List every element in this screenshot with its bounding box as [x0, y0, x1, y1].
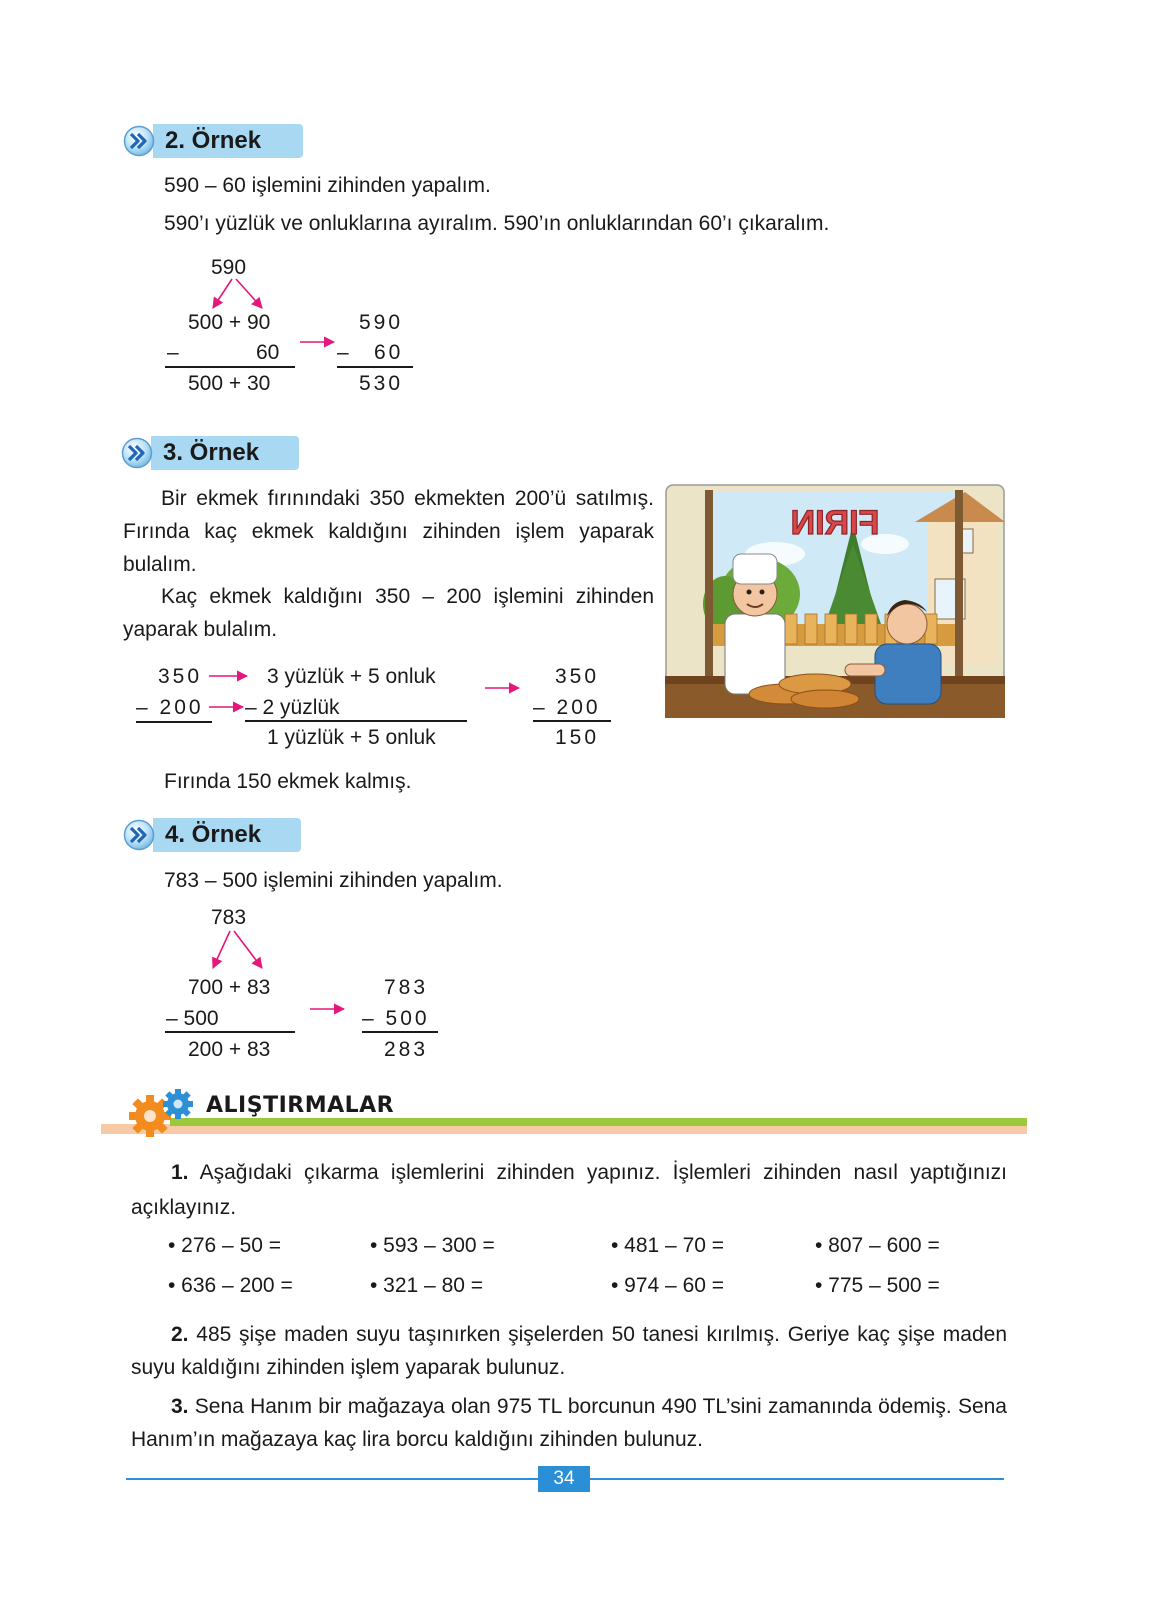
example-3-a-row1: 350: [158, 665, 203, 688]
exercise-3-text: Sena Hanım bir mağazaya olan 975 TL borcunun 490 TL’sini zamanında ödemiş. Sena Hanım’ın mağazaya kaç lira borcu kaldığını zihinden bulunuz.: [131, 1395, 1007, 1451]
example-2-left-row2: 60: [256, 341, 280, 364]
exercise-2-number: 2.: [171, 1323, 189, 1346]
double-chevron-icon: [121, 437, 153, 469]
double-chevron-icon: [123, 125, 155, 157]
arrow-right-icon: [308, 1001, 348, 1017]
example-2-line1: 590 – 60 işlemini zihinden yapalım.: [164, 174, 491, 197]
example-4-right-rule: [362, 1031, 438, 1033]
exercise-item: • 636 – 200 =: [168, 1274, 293, 1297]
example-2-left-rule: [165, 366, 295, 368]
example-2-right-row2: 60: [374, 341, 404, 364]
bakery-illustration: [665, 484, 1005, 718]
example-4-right-row1: 783: [384, 976, 429, 999]
example-2-top-number: 590: [211, 256, 247, 279]
example-4-title: 4. Örnek: [165, 821, 262, 848]
exercise-item: • 775 – 500 =: [815, 1274, 940, 1297]
page-number: 34: [553, 1468, 575, 1489]
exercise-3: [131, 1390, 1007, 1456]
example-3-b-rule: [245, 720, 467, 722]
arrow-right-icon: [483, 680, 523, 696]
example-4-right-result: 283: [384, 1038, 429, 1061]
example-3-a-rule: [136, 721, 212, 723]
example-4-left-row1: 700 + 83: [188, 976, 271, 999]
example-3-c-row2: – 200: [533, 696, 601, 719]
double-chevron-icon: [123, 819, 155, 851]
example-4-right-row2: – 500: [362, 1007, 430, 1030]
exercise-1: [131, 1155, 1007, 1225]
exercise-item: • 807 – 600 =: [815, 1234, 940, 1257]
example-2-right-minus: –: [337, 341, 349, 364]
example-2-left-minus: –: [167, 341, 179, 364]
example-2-title: 2. Örnek: [165, 127, 262, 154]
example-4-left-row2: – 500: [166, 1007, 219, 1030]
exercise-item: • 276 – 50 =: [168, 1234, 282, 1257]
example-3-paragraph-1: Bir ekmek fırınındaki 350 ekmekten 200’ü satılmış. Fırında kaç ekmek kaldığını zihinden işlem yaparak bulalım.: [123, 487, 654, 576]
example-3-conclusion: Fırında 150 ekmek kalmış.: [164, 770, 412, 793]
exercise-3-number: 3.: [171, 1395, 189, 1418]
example-4-line1: 783 – 500 işlemini zihinden yapalım.: [164, 869, 503, 892]
exercise-1-text: Aşağıdaki çıkarma işlemlerini zihinden yapınız. İşlemleri zihinden nasıl yaptığınızı açıklayınız.: [131, 1161, 1007, 1219]
example-4-left-result: 200 + 83: [188, 1038, 271, 1061]
example-2-right-row1: 590: [359, 311, 404, 334]
exercise-2-text: 485 şişe maden suyu taşınırken şişelerden 50 tanesi kırılmış. Geriye kaç şişe maden suyu kaldığını zihinden işlem yaparak bulunuz.: [131, 1323, 1007, 1379]
exercises-title: ALIŞTIRMALAR: [206, 1093, 395, 1118]
arrow-right-icon: [207, 668, 251, 684]
example-3-paragraph-2: Kaç ekmek kaldığını 350 – 200 işlemini zihinden yaparak bulalım.: [123, 585, 654, 641]
example-3-b-row1: 3 yüzlük + 5 onluk: [267, 665, 436, 688]
example-2-left-result: 500 + 30: [188, 372, 271, 395]
example-3-a-row2: – 200: [136, 696, 204, 719]
example-2-left-row1: 500 + 90: [188, 311, 271, 334]
exercise-1-number: 1.: [171, 1161, 189, 1184]
example-3-b-row2: – 2 yüzlük: [245, 696, 340, 719]
split-arrows-icon: [200, 928, 280, 974]
exercise-item: • 321 – 80 =: [370, 1274, 484, 1297]
example-3-c-row1: 350: [555, 665, 600, 688]
example-4-left-rule: [165, 1031, 295, 1033]
exercise-2: [131, 1318, 1007, 1384]
arrow-right-icon: [298, 334, 338, 350]
split-arrows-icon: [200, 276, 280, 316]
example-3-b-result: 1 yüzlük + 5 onluk: [267, 726, 436, 749]
example-2-right-result: 530: [359, 372, 404, 395]
bakery-sign-text: FIRIN: [790, 504, 880, 542]
exercise-item: • 974 – 60 =: [611, 1274, 725, 1297]
example-4-header: [123, 818, 303, 852]
example-2-line2: 590’ı yüzlük ve onluklarına ayıralım. 590’ın onluklarından 60’ı çıkaralım.: [164, 212, 830, 235]
exercises-green-bar: [170, 1118, 1027, 1126]
example-2-header: [123, 124, 303, 158]
exercise-item: • 481 – 70 =: [611, 1234, 725, 1257]
example-3-header: [121, 436, 301, 470]
exercise-item: • 593 – 300 =: [370, 1234, 495, 1257]
example-4-top-number: 783: [211, 906, 247, 929]
example-2-right-rule: [337, 366, 413, 368]
example-3-c-result: 150: [555, 726, 600, 749]
example-3-c-rule: [533, 720, 611, 722]
example-3-title: 3. Örnek: [163, 439, 260, 466]
arrow-right-icon: [207, 699, 247, 715]
gears-icon: [128, 1086, 200, 1138]
